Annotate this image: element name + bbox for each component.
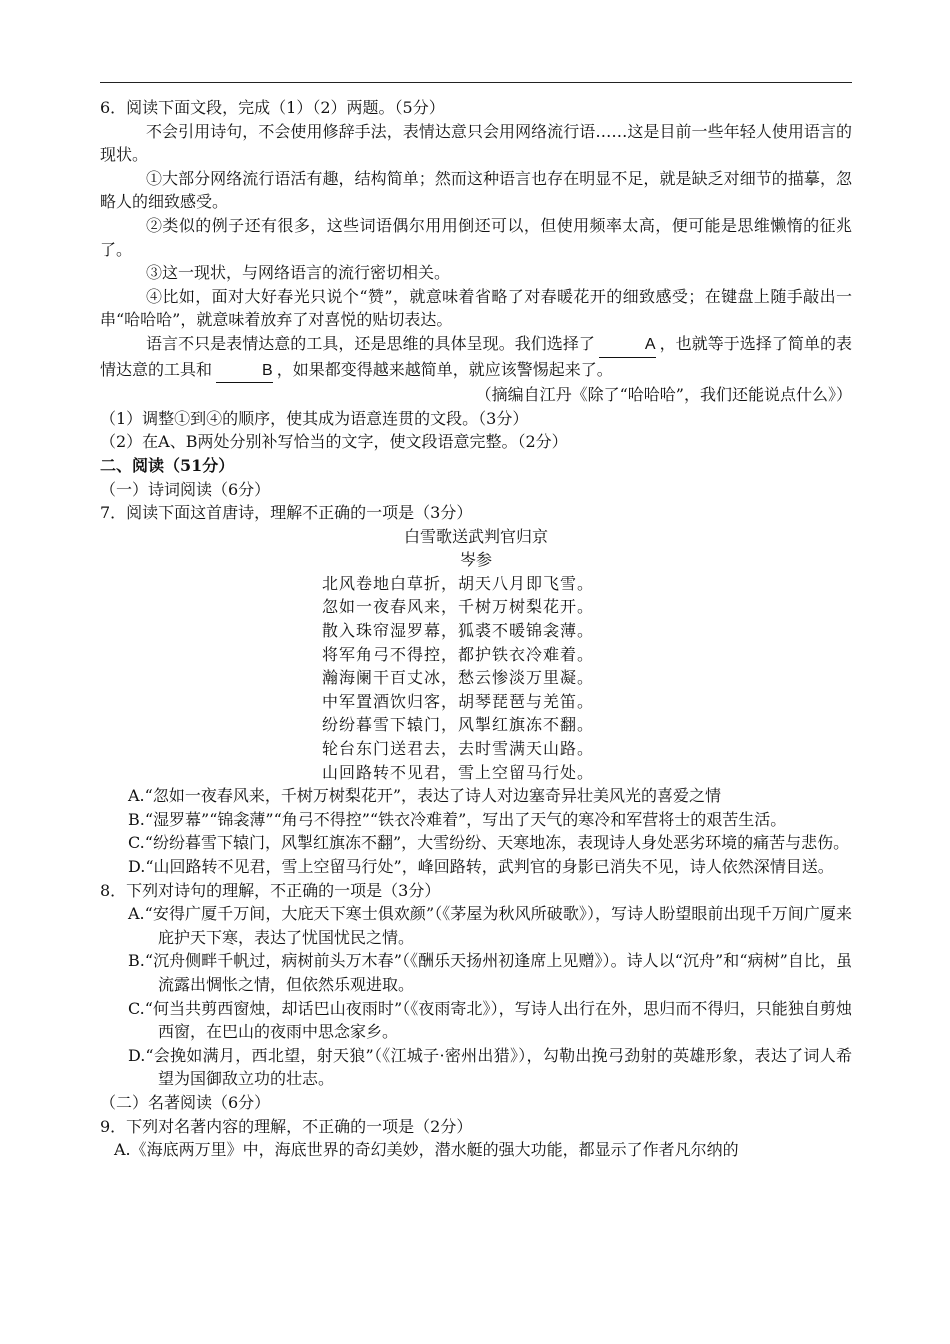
q6-sub-question-1: （1）调整①到④的顺序，使其成为语意连贯的文段。（3分）: [100, 408, 529, 428]
classics-subheading: （二）名著阅读（6分）: [100, 1092, 271, 1112]
q9-option-a[interactable]: A.《海底两万里》中，海底世界的奇幻美妙，潜水艇的强大功能，都显示了作者凡尔纳的: [114, 1140, 739, 1160]
q8-option-c[interactable]: C.“何当共剪西窗烛，却话巴山夜雨时”（《夜雨寄北》），写诗人出行在外，思归而不得归，只能独自剪烛西窗，在巴山的夜雨中思念家乡。: [128, 998, 852, 1042]
q8-option-b[interactable]: B.“沉舟侧畔千帆过，病树前头万木春”（《酬乐天扬州初逢席上见赠》）。诗人以“沉舟”和“病树”自比，虽流露出惆怅之情，但依然乐观进取。: [128, 951, 852, 994]
q6-sub-question-2: （2）在A、B两处分别补写恰当的文字，使文段语意完整。（2分）: [100, 432, 568, 452]
exam-content: [100, 96, 852, 1162]
q6-conclusion: [100, 332, 852, 383]
q6-intro: 不会引用诗句，不会使用修辞手法，表情达意只会用网络流行语……这是目前一些年轻人使用语言的现状。: [100, 121, 852, 165]
q6-text-after-b: ，如果都变得越来越简单，就应该警惕起来了。: [276, 359, 613, 379]
q6-text-before-a: 语言不只是表情达意的工具，还是思维的具体呈现。我们选择了: [146, 333, 595, 353]
section-2-heading: 二、阅读（51分）: [100, 455, 235, 475]
q6-sentence-1: ①大部分网络流行语活有趣，结构简单；然而这种语言也存在明显不足，就是缺乏对细节的描摹，忽略人的细致感受。: [100, 168, 852, 212]
blank-b[interactable]: B: [216, 359, 273, 384]
poem-title: 白雪歌送武判官归京: [403, 526, 548, 546]
q7-option-a[interactable]: A.“忽如一夜春风来，千树万树梨花开”，表达了诗人对边塞奇异壮美风光的喜爱之情: [128, 786, 722, 806]
q6-sentence-3: ③这一现状，与网络语言的流行密切相关。: [146, 263, 451, 283]
poem-line: 散入珠帘湿罗幕，狐裘不暖锦衾薄。: [322, 621, 595, 641]
q7-option-d[interactable]: D.“山回路转不见君，雪上空留马行处”，峰回路转，武判官的身影已消失不见，诗人依然深情目送。: [128, 857, 834, 876]
q6-text-after-a: ，也就等于选择了简单的表情达意的工具和: [100, 333, 852, 379]
q8-option-d[interactable]: D.“会挽如满月，西北望，射天狼”（《江城子·密州出猎》），勾勒出挽弓劲射的英雄形象，表达了词人希望为国御敌立功的壮志。: [128, 1045, 852, 1089]
q8-option-a[interactable]: A.“安得广厦千万间，大庇天下寒士俱欢颜”（《茅屋为秋风所破歌》），写诗人盼望眼前出现千万间广厦来庇护天下寒，表达了忧国忧民之情。: [128, 904, 852, 947]
poetry-subheading: （一）诗词阅读（6分）: [100, 479, 271, 499]
poem-line: 瀚海阑干百丈冰，愁云惨淡万里凝。: [322, 668, 595, 688]
poem-line: 山回路转不见君，雪上空留马行处。: [322, 762, 595, 782]
q6-sentence-4: ④比如，面对大好春光只说个“赞”，就意味着省略了对春暖花开的细致感受；在键盘上随手敲出一串“哈哈哈”，就意味着放弃了对喜悦的贴切表达。: [100, 286, 852, 330]
q7-title: 7．阅读下面这首唐诗，理解不正确的一项是（3分）: [100, 503, 473, 523]
poem-author: 岑参: [459, 550, 492, 570]
q7-option-c[interactable]: C.“纷纷暮雪下辕门，风掣红旗冻不翻”，大雪纷纷、天寒地冻，表现诗人身处恶劣环境的痛苦与悲伤。: [128, 833, 850, 853]
poem-line: 轮台东门送君去，去时雪满天山路。: [322, 739, 595, 759]
poem-line: 中军置酒饮归客，胡琴琵琶与羌笛。: [322, 691, 595, 711]
poem-line: 纷纷暮雪下辕门，风掣红旗冻不翻。: [322, 715, 595, 735]
poem-line: 将军角弓不得控，都护铁衣冷难着。: [322, 644, 595, 664]
q6-source: （摘编自江丹《除了“哈哈哈”，我们还能说点什么》）: [475, 385, 852, 405]
poem-line: 北风卷地白草折，胡天八月即飞雪。: [322, 573, 595, 593]
poem-line: 忽如一夜春风来，千树万树梨花开。: [322, 597, 595, 617]
q6-title: 6．阅读下面文段，完成（1）（2）两题。（5分）: [100, 98, 445, 117]
header-rule: [100, 82, 852, 83]
q7-option-b[interactable]: B.“湿罗幕”“锦衾薄”“角弓不得控”“铁衣冷难着”，写出了天气的寒冷和军营将士的艰苦生活。: [128, 809, 787, 829]
blank-a[interactable]: A: [599, 333, 656, 358]
q6-sentence-2: ②类似的例子还有很多，这些词语偶尔用用倒还可以，但使用频率太高，便可能是思维懒惰的征兆了。: [100, 215, 852, 259]
q8-title: 8．下列对诗句的理解，不正确的一项是（3分）: [100, 880, 441, 900]
q9-title: 9．下列对名著内容的理解，不正确的一项是（2分）: [100, 1116, 473, 1136]
